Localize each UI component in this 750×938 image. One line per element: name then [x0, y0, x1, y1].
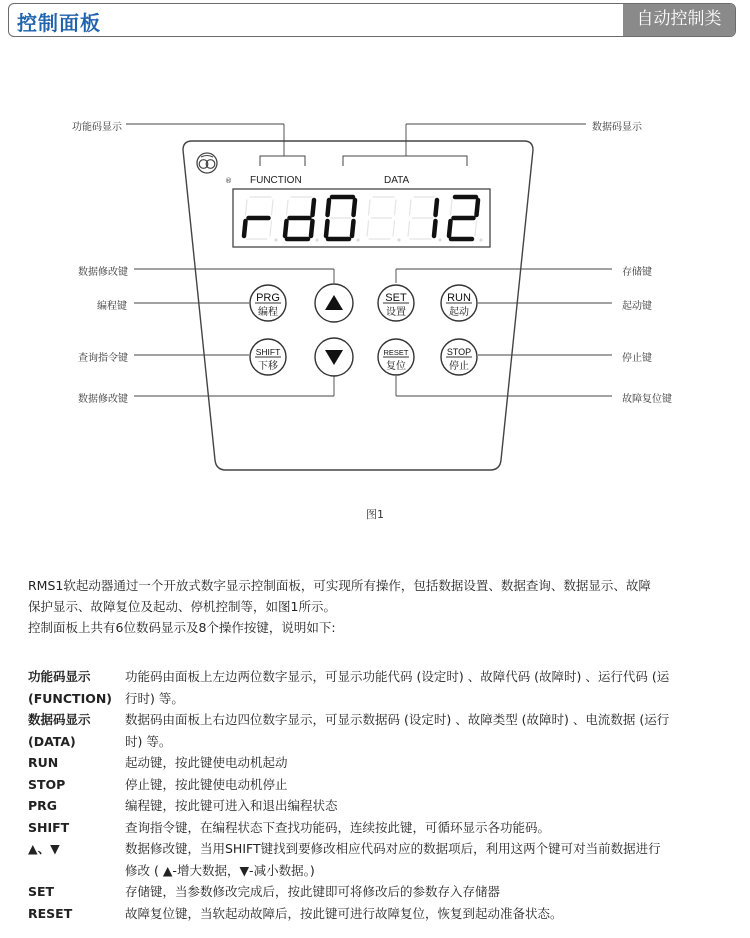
data-label: DATA — [384, 175, 410, 186]
definition-term: SET — [28, 884, 55, 899]
svg-text:下移: 下移 — [258, 361, 278, 372]
key-definitions — [28, 666, 728, 924]
svg-text:RUN: RUN — [447, 292, 471, 304]
section-title: 控制面板 — [17, 11, 101, 35]
definition-description: 数据修改键，当用SHIFT键找到要修改相应代码对应的数据项后，利用这两个键可对当前数据进行 修改 ( ▲-增大数据，▼-减小数据。) — [125, 841, 661, 878]
definition-description: 功能码由面板上左边两位数字显示，可显示功能代码 (设定时) 、故障代码 (故障时) 、运行代码 (运 行时) 等。 — [125, 669, 670, 706]
callout-function-code: 功能码显示 — [72, 122, 122, 133]
set-button[interactable] — [378, 285, 414, 321]
function-label: FUNCTION — [250, 175, 302, 186]
intro-line: 保护显示、故障复位及起动、停机控制等，如图1所示。 — [28, 599, 336, 614]
definition-row — [28, 903, 728, 925]
figure-caption: 图1 — [366, 508, 384, 521]
svg-text:RESET: RESET — [383, 348, 409, 357]
callout-fault-reset: 故障复位键 — [622, 394, 672, 405]
definition-description: 查询指令键，在编程状态下查找功能码，连续按此键，可循环显示各功能码。 — [125, 819, 551, 835]
run-button[interactable] — [441, 285, 477, 321]
definition-description: 数据码由面板上右边四位数字显示，可显示数据码 (设定时) 、故障类型 (故障时) 、电流数据 (运行 时) 等。 — [125, 712, 670, 749]
up-button[interactable] — [315, 284, 353, 322]
stop-button[interactable] — [441, 339, 477, 375]
category-tab: 自动控制类 — [623, 4, 735, 36]
definition-description: 存储键，当参数修改完成后，按此键即可将修改后的参数存入存储器 — [125, 884, 501, 899]
callout-store: 存储键 — [622, 267, 652, 278]
callout-data-code: 数据码显示 — [592, 122, 642, 133]
definition-row — [28, 774, 728, 796]
svg-text:复位: 复位 — [386, 361, 406, 372]
svg-text:SHIFT: SHIFT — [255, 347, 281, 357]
definition-term: RUN — [28, 755, 59, 770]
callout-stop: 停止键 — [622, 353, 652, 364]
shift-button[interactable] — [250, 339, 286, 375]
callout-data-modify-up: 数据修改键 — [78, 267, 128, 278]
svg-text:停止: 停止 — [449, 361, 469, 372]
prg-button[interactable] — [250, 285, 286, 321]
svg-text:编程: 编程 — [258, 307, 278, 318]
intro-line: RMS1软起动器通过一个开放式数字显示控制面板，可实现所有操作，包括数据设置、数据查询、数据显示、故障 — [28, 578, 651, 593]
definition-term: SHIFT — [28, 819, 70, 835]
svg-text:SET: SET — [385, 292, 407, 304]
intro-line: 控制面板上共有6位数码显示及8个操作按键，说明如下: — [28, 620, 336, 635]
definition-row — [28, 838, 728, 881]
definition-row — [28, 709, 728, 752]
definition-row — [28, 666, 728, 709]
svg-text:STOP: STOP — [446, 347, 472, 357]
definition-term: PRG — [28, 798, 58, 813]
definition-row — [28, 881, 728, 903]
definition-term: STOP — [28, 776, 66, 792]
definition-term: ▲、▼ — [28, 841, 60, 856]
definition-term: RESET — [28, 905, 73, 921]
reset-button[interactable] — [378, 339, 414, 375]
svg-text:设置: 设置 — [386, 307, 406, 318]
definition-description: 停止键，按此键使电动机停止 — [125, 776, 288, 792]
svg-text:PRG: PRG — [256, 292, 280, 304]
definition-term: 数据码显示 (DATA) — [28, 712, 91, 749]
definition-row — [28, 795, 728, 817]
definition-description: 起动键，按此键使电动机起动 — [125, 755, 288, 770]
registered-mark: ® — [225, 177, 232, 185]
definition-description: 故障复位键，当软起动故障后，按此键可进行故障复位，恢复到起动准备状态。 — [125, 905, 563, 921]
callout-program: 编程键 — [97, 301, 127, 312]
svg-text:起动: 起动 — [449, 307, 469, 318]
definition-term: 功能码显示 (FUNCTION) — [28, 669, 113, 706]
definition-description: 编程键，按此键可进入和退出编程状态 — [125, 798, 338, 813]
section-header — [8, 3, 736, 37]
definition-row — [28, 817, 728, 839]
callout-start: 起动键 — [622, 301, 652, 312]
callout-query: 查询指令键 — [78, 353, 128, 364]
intro-text — [28, 575, 728, 638]
down-button[interactable] — [315, 338, 353, 376]
definition-row — [28, 752, 728, 774]
callout-data-modify-down: 数据修改键 — [78, 394, 128, 405]
